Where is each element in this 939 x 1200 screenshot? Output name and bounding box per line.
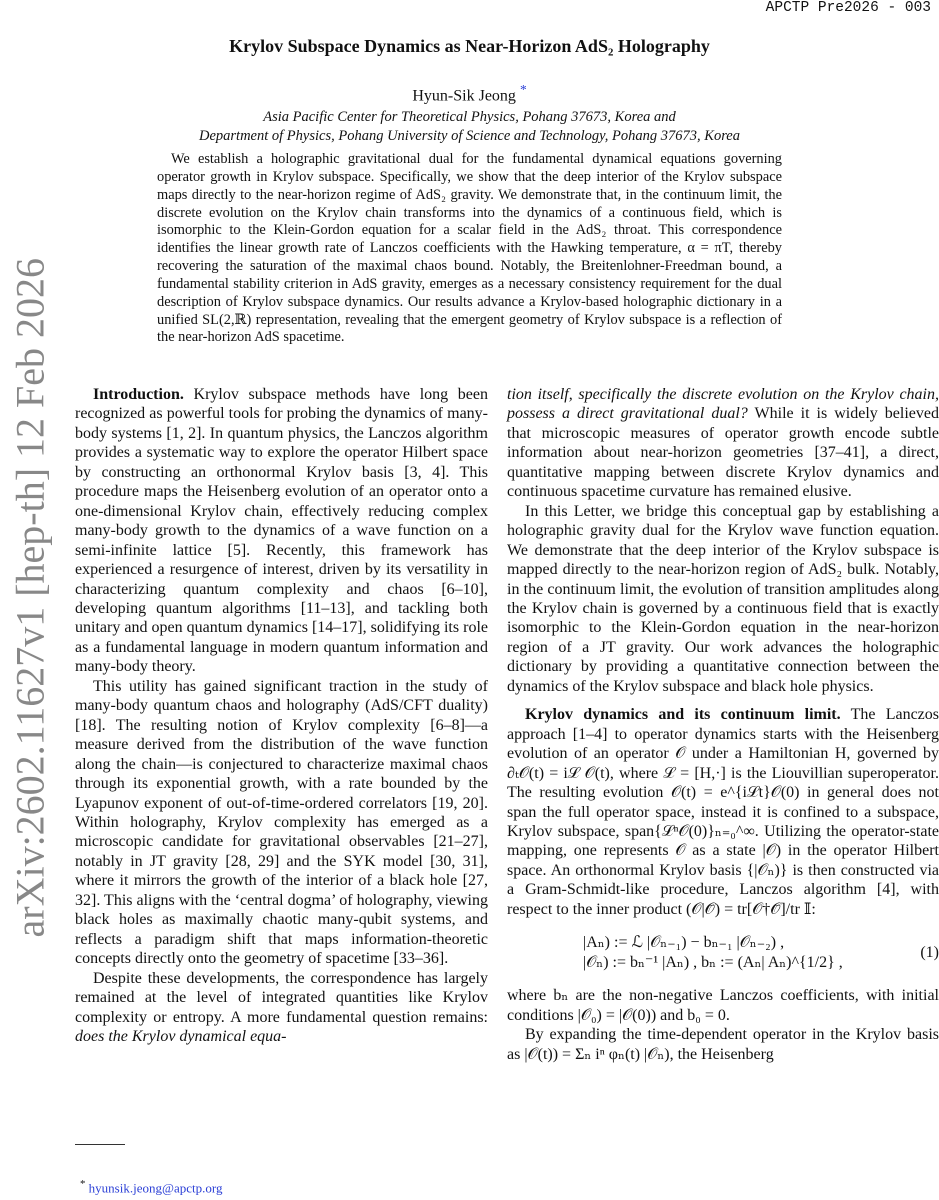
author-name: Hyun-Sik Jeong (412, 87, 516, 105)
affiliation-1: Asia Pacific Center for Theoretical Physics, Pohang 37673, Korea and (263, 109, 676, 125)
section-heading-introduction: Introduction. (93, 386, 184, 403)
krylov-paragraph-3: By expanding the time-dependent operator in the Krylov basis as |𝒪(t)) = Σₙ iⁿ φₙ(t) |𝒪ₙ), the Heisenberg (507, 1026, 939, 1063)
affiliations (0, 108, 939, 146)
footnote-link[interactable]: * (519, 82, 527, 97)
equation-line-2: |𝒪ₙ) := bₙ⁻¹ |Aₙ) , bₙ := (Aₙ| Aₙ)^{1/2} , (583, 953, 843, 971)
intro-paragraph-3-cont (507, 385, 939, 502)
footnote (80, 1178, 222, 1196)
key-question-cont: tion itself, specifically the discrete evolution on the Krylov chain, possess a direct gravitational dual? (507, 386, 939, 423)
affiliation-2: Department of Physics, Pohang University of Science and Technology, Pohang 37673, Korea (199, 128, 740, 144)
paragraph-text: Despite these developments, the correspondence has largely remained at the level of integrated quantities like Krylov complexity or entropy. A more fundamental question remains: (75, 969, 488, 1026)
intro-paragraph-4: In this Letter, we bridge this conceptual gap by establishing a holographic gravity dual for the Krylov wave function equation. We demonstrate that the deep interior of the Krylov subspace is mapped directly to the near-horizon region of AdS₂ bulk. Notably, in the continuum limit, the evolution of transition amplitudes along the Krylov chain is governed by a continuous field that is exactly isomorphic to the Klein-Gordon equation in the near-horizon region of a JT gravity. Our work advances the holographic dictionary by providing a quantitative connection between the dynamics of the Krylov subspace and black hole physics. (507, 502, 939, 695)
abstract: We establish a holographic gravitational dual for the fundamental dynamical equations governing operator growth in Krylov subspace. Specifically, we show that the deep interior of the Krylov subspace maps directly to the near-horizon regime of AdS₂ gravity. We demonstrate that, in the continuum limit, the discrete evolution on the Krylov chain transforms into the dynamics of a continuous field, which is isomorphic to the Klein-Gordon equation for a scalar field in the AdS₂ throat. This correspondence identifies the linear growth rate of Lanczos coefficients with the Hawking temperature, α = πT, thereby recovering the saturation of the maximal chaos bound. Notably, the Breitenlohner-Freedman bound, a fundamental stability criterion in AdS gravity, emerges as a necessary consistency requirement for the dual description of Krylov subspace dynamics. Our results advance a Krylov-based holographic dictionary in a unified SL(2,ℝ) representation, revealing that the emergent geometry of Krylov subspace is a reflection of the near-horizon AdS spacetime. (157, 151, 782, 346)
intro-paragraph-2: This utility has gained significant traction in the study of many-body quantum chaos and holography (AdS/CFT duality) [18]. The resulting notion of Krylov complexity [6–8]—a measure derived from the distribution of the wave function along the chain—is conjectured to characterize maximal chaos through its exponential growth, with a rate bounded by the Lyapunov exponent of out-of-time-ordered correlators [19, 20]. Within holography, Krylov complexity has emerged as a microscopic candidate for gravitational observables [21–27], notably in JT gravity [28, 29] and the SYK model [30, 31], where it mirrors the growth of the interior of a black hole [27, 32]. This aligns with the ‘central dogma’ of holography, viewing black holes as maximally chaotic many-qubit systems, and reflects a paradigm shift that maps information-theoretic concepts directly onto the geometry of spacetime [33–36]. (75, 677, 488, 968)
paragraph-text: The Lanczos approach [1–4] to operator dynamics starts with the Heisenberg evolution of an operator 𝒪 under a Hamiltonian H, governed by ∂ₜ𝒪(t) = iℒ 𝒪(t), where ℒ = [H,·] is the Liouvillian superoperator. The resulting evolution 𝒪(t) = e^{iℒt}𝒪(0) in general does not span the full operator space, instead it is confined to a subspace, Krylov subspace, span{ℒⁿ𝒪(0)}ₙ₌₀^∞. Utilizing the operator-state mapping, one represents 𝒪 as a state |𝒪) in the operator Hilbert space. An orthonormal Krylov basis {|𝒪ₙ)} is then constructed via a Gram-Schmidt-like procedure, Lanczos algorithm [4], with respect to the inner product (𝒪|𝒪̄) = tr[𝒪†𝒪̄]/tr 𝕀: (507, 706, 939, 918)
equation-line-1: |Aₙ) := ℒ |𝒪ₙ₋₁) − bₙ₋₁ |𝒪ₙ₋₂) , (583, 934, 785, 952)
footnote-mark: * (80, 1178, 86, 1190)
email-link[interactable]: hyunsik.jeong@apctp.org (88, 1180, 223, 1196)
paper-title: Krylov Subspace Dynamics as Near-Horizon AdS₂ Holography (229, 36, 710, 56)
intro-paragraph-3 (75, 969, 488, 1047)
krylov-paragraph-2: where bₙ are the non-negative Lanczos coefficients, with initial conditions |𝒪₀) = |𝒪(0)) and b₀ = 0. (507, 987, 939, 1024)
intro-paragraph-1 (75, 385, 488, 677)
equation-1 (507, 933, 939, 972)
right-column (507, 385, 939, 1064)
left-column (75, 385, 488, 1046)
author-line (0, 82, 939, 105)
paragraph-text: While it is widely believed that microscopic measures of operator growth encode subtle information about near-horizon geometries [37–41], a direct, quantitative mapping between discrete Krylov dynamics and continuous spacetime curvature has remained elusive. (507, 405, 939, 501)
equation-number: (1) (920, 943, 939, 961)
krylov-paragraph-1 (507, 705, 939, 919)
paragraph-text: Krylov subspace methods have long been recognized as powerful tools for probing the dynamics of many-body systems [1, 2]. In quantum physics, the Lanczos algorithm provides a systematic way to explore the operator Hilbert space by constructing an orthonormal Krylov basis [3, 4]. This procedure maps the Heisenberg evolution of an operator onto a one-dimensional Krylov chain, effectively reducing complex many-body growth to the dynamics of a wave function on a semi-infinite lattice [5]. Recently, this framework has experienced a resurgence of interest, driven by its versatility in characterizing quantum complexity and chaos [6–10], developing quantum algorithms [11–13], and tackling both unitary and open quantum dynamics [14–17], solidifying its role as a fundamental language in modern quantum information and many-body theory. (75, 386, 489, 676)
key-question: does the Krylov dynamical equa- (75, 1027, 287, 1045)
section-heading-krylov: Krylov dynamics and its continuum limit. (525, 706, 841, 724)
report-number: APCTP Pre2026 - 003 (765, 0, 931, 16)
arxiv-stamp: arXiv:2602.11627v1 [hep-th] 12 Feb 2026 (7, 257, 53, 938)
footnote-divider (75, 1144, 125, 1145)
